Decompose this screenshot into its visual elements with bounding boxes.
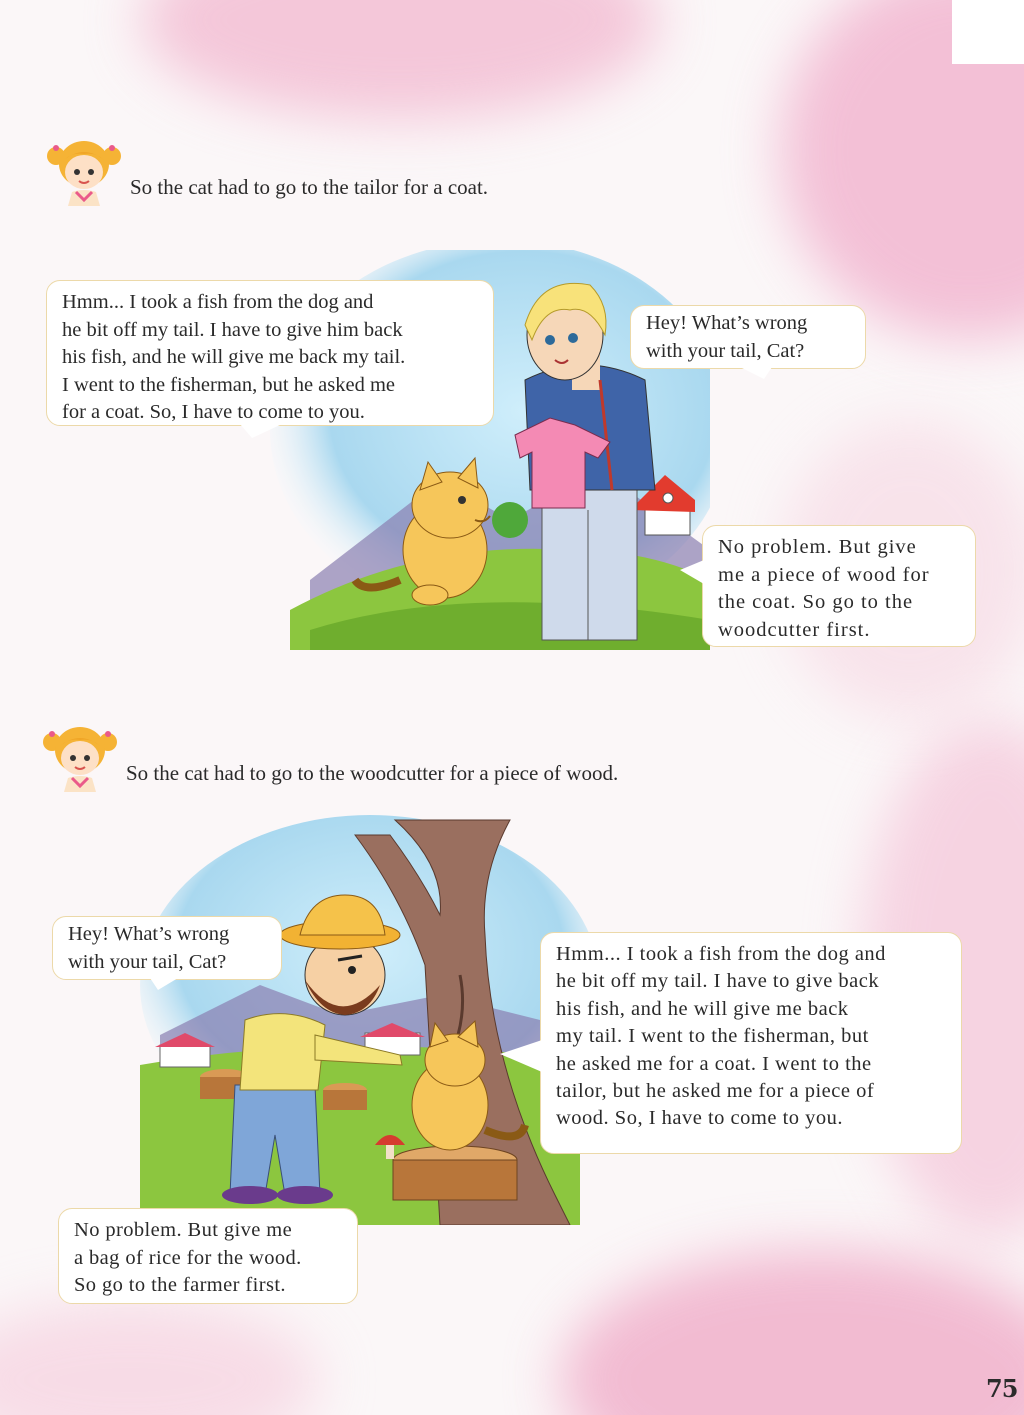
scene2-cat-bubble-tail: [500, 1040, 542, 1072]
bubble-line: he bit off my tail. I have to give back: [556, 970, 880, 993]
bubble-line: No problem. But give: [718, 536, 917, 558]
tree-stump-seat: [393, 1146, 517, 1200]
bubble-line: with your tail, Cat?: [68, 950, 227, 973]
bubble-line: No problem. But give me: [74, 1219, 293, 1241]
bubble-line: Hey! What’s wrong: [68, 923, 230, 945]
scene2-cat-bubble: [540, 932, 962, 1154]
page-number: 75: [986, 1374, 1018, 1403]
girl-narrator-icon: [44, 134, 124, 206]
bubble-line: I went to the fisherman, but he asked me: [62, 373, 396, 396]
bubble-line: a bag of rice for the wood.: [74, 1246, 302, 1269]
narration-text: So the cat had to go to the woodcutter for a piece of wood.: [126, 761, 619, 785]
scene1-tailor-reply: [702, 525, 976, 647]
scene1-cat-bubble-tail: [240, 424, 282, 438]
pink-watercolor-bottom-left: [0, 1300, 320, 1415]
narration-1: [44, 134, 488, 206]
bubble-line: Hmm... I took a fish from the dog and: [62, 291, 374, 313]
bubble-line: wood. So, I have to come to you.: [556, 1107, 844, 1130]
bubble-line: for a coat. So, I have to come to you.: [62, 401, 365, 423]
scene2-woodcutter-question-tail: [150, 978, 178, 990]
scene1-cat-bubble: [46, 280, 494, 426]
narration-2: [40, 720, 618, 792]
bubble-line: he asked me for a coat. I went to the: [556, 1052, 872, 1075]
bubble-line: his fish, and he will give me back my tail.: [62, 346, 406, 368]
bubble-line: So go to the farmer first.: [74, 1274, 286, 1296]
narration-text: So the cat had to go to the tailor for a coat.: [130, 175, 489, 199]
tree-bush: [492, 502, 528, 538]
scene1-tailor-question-tail: [740, 367, 772, 379]
bubble-line: tailor, but he asked me for a piece of: [556, 1080, 875, 1103]
bubble-line: he bit off my tail. I have to give him back: [62, 318, 403, 341]
scene2-woodcutter-reply: [58, 1208, 358, 1304]
scene2-woodcutter-question: [52, 916, 282, 980]
scene1-tailor-question: [630, 305, 866, 369]
bubble-line: Hey! What’s wrong: [646, 312, 808, 334]
bubble-line: my tail. I went to the fisherman, but: [556, 1025, 869, 1048]
corner-blank: [952, 0, 1024, 64]
bubble-line: the coat. So go to the: [718, 591, 914, 613]
girl-narrator-icon: [40, 720, 120, 792]
bubble-line: Hmm... I took a fish from the dog and: [556, 943, 886, 965]
scene1-tailor-reply-tail: [680, 560, 704, 584]
pink-watercolor-top: [140, 0, 660, 120]
bubble-line: me a piece of wood for: [718, 563, 930, 586]
woodcutter-scene: [140, 815, 600, 1225]
pink-watercolor-bottom-right: [560, 1250, 1024, 1415]
bubble-line: woodcutter first.: [718, 618, 871, 641]
bubble-line: with your tail, Cat?: [646, 339, 805, 362]
bubble-line: his fish, and he will give me back: [556, 997, 849, 1020]
